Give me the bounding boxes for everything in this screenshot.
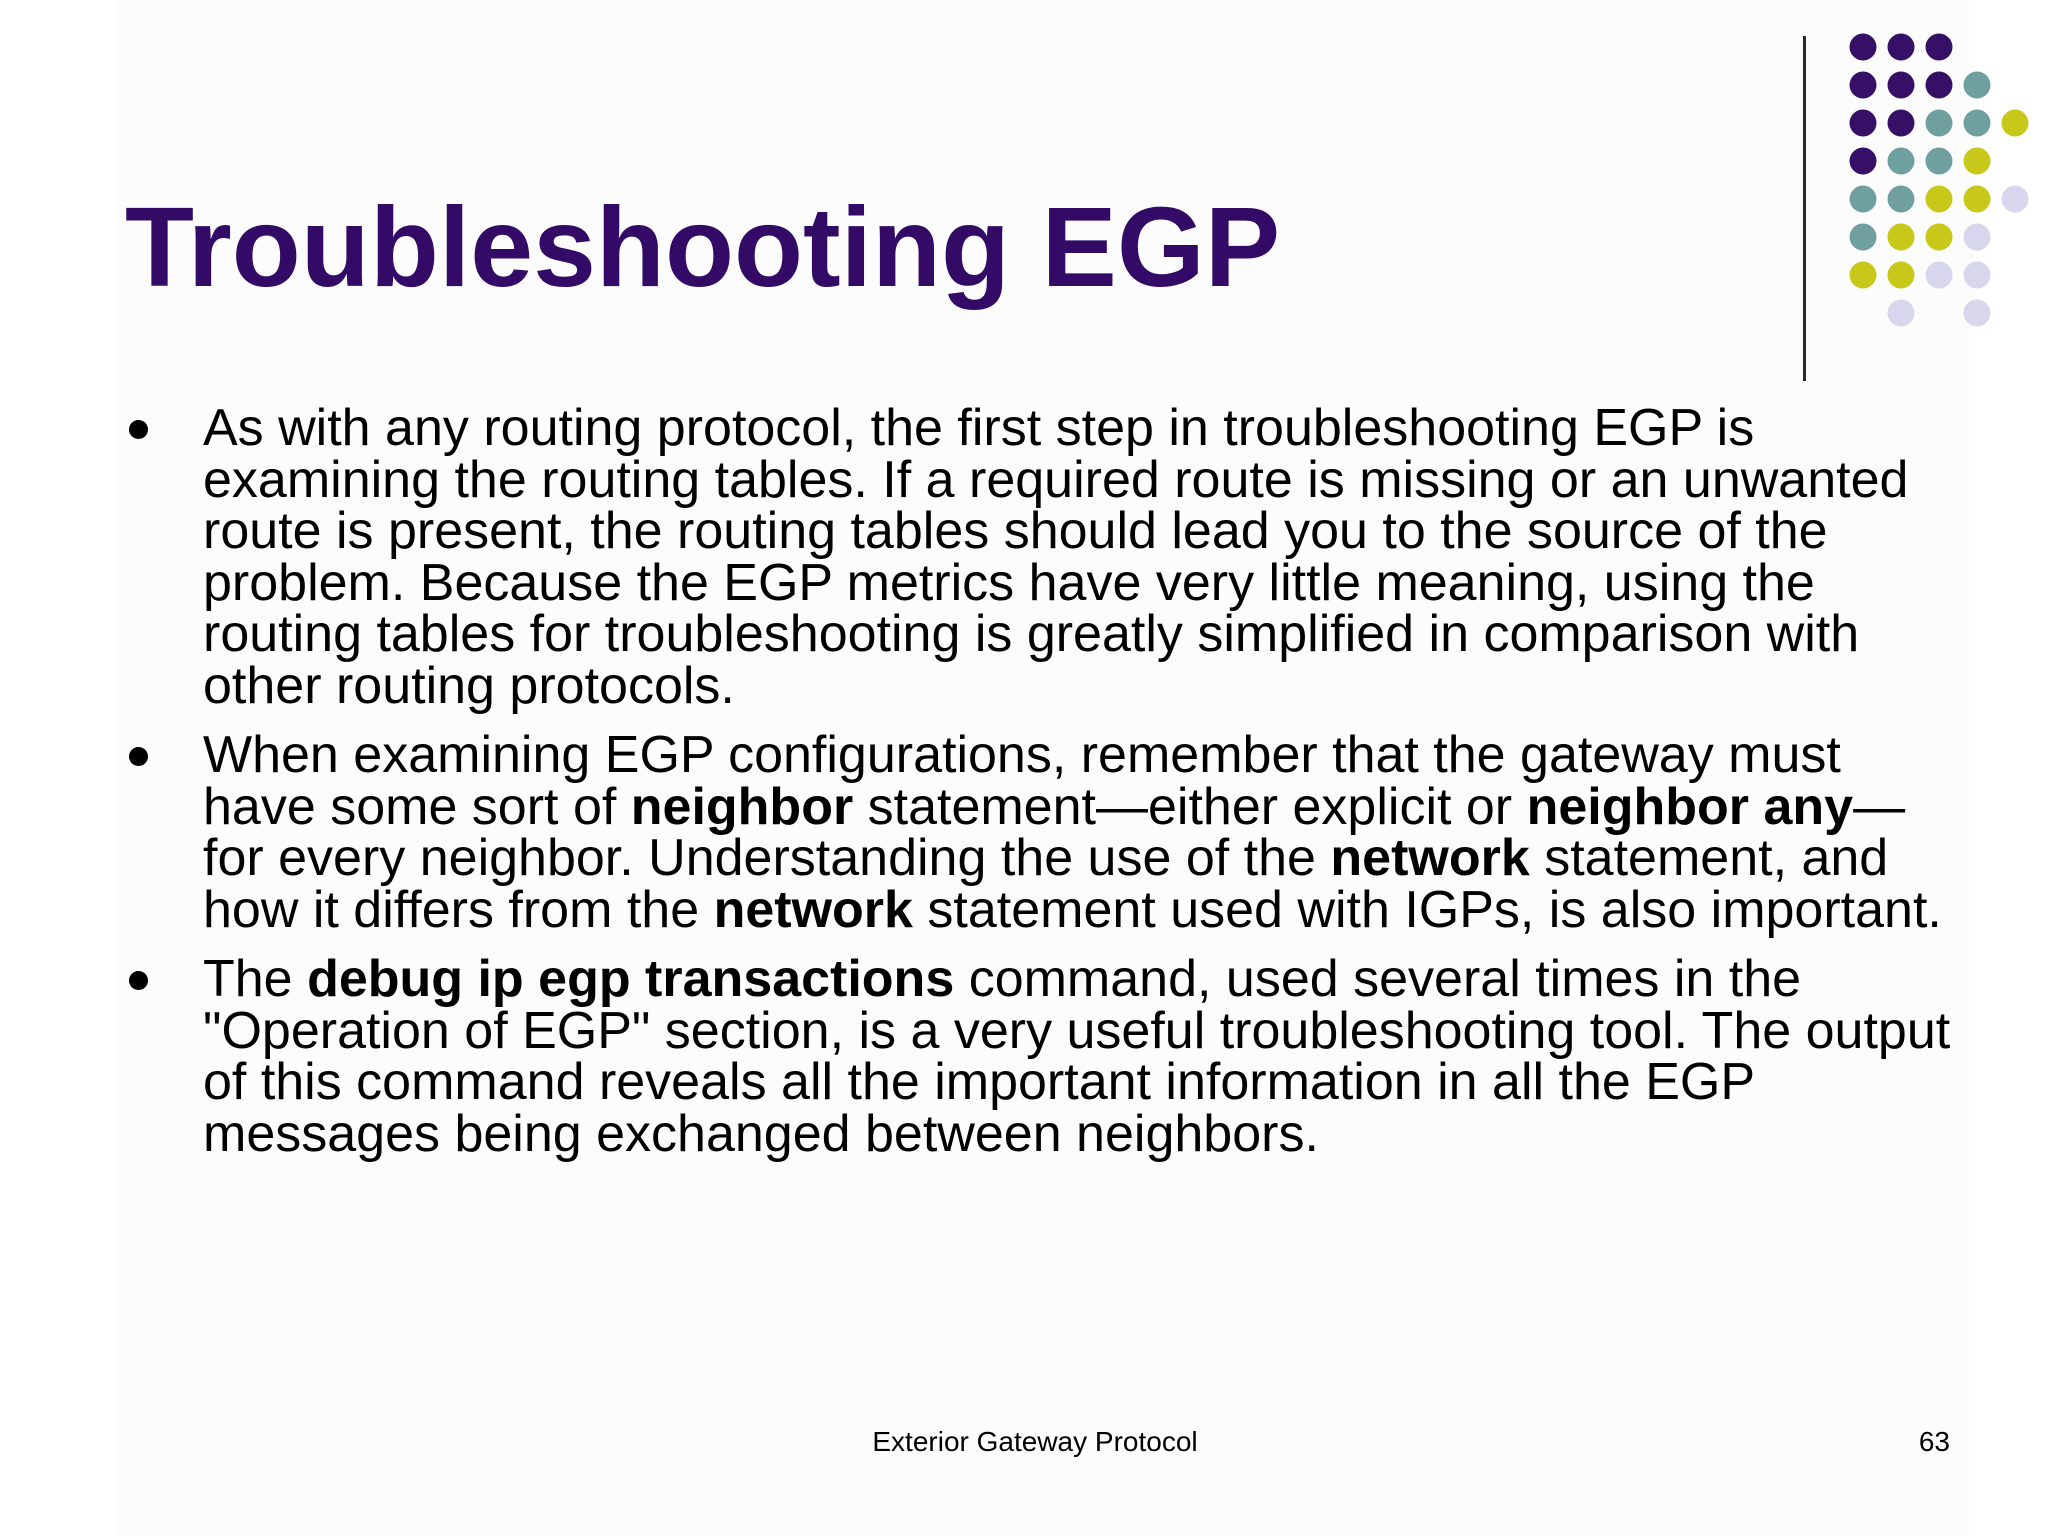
decorative-dot-lavender <box>1964 224 1991 251</box>
decorative-dot-teal <box>1926 148 1953 175</box>
bullet-bold-term: network <box>713 880 913 939</box>
bullet-dot-icon <box>129 971 148 990</box>
decorative-dot-olive <box>1964 186 1991 213</box>
decorative-dot-purple <box>1888 110 1915 137</box>
bullet-item-2 <box>125 726 1955 939</box>
bullet-text: The <box>203 950 308 1008</box>
bullet-text: statement used with IGPs, is also important. <box>912 880 1942 939</box>
bullet-list <box>125 399 1955 1178</box>
decorative-dot-olive <box>1888 224 1915 251</box>
decorative-dot-olive <box>2002 110 2029 137</box>
bullet-text: When examining EGP configurations, remember that the gateway must have some sort of <box>203 726 1841 836</box>
bullet-text: As with any routing protocol, the first step in troubleshooting EGP is examining the routing tables. If a required route is missing or an unwanted route is present, the routing tables should lead you to the source of the problem. Because the EGP metrics have very little meaning, using the routing tables for troubleshooting is greatly simplified in comparison with other routing protocols. <box>203 399 1909 715</box>
bullet-text: statement, and how it differs from the <box>203 829 1889 939</box>
footer-title: Exterior Gateway Protocol <box>872 1426 1198 1457</box>
decorative-dot-teal <box>1964 110 1991 137</box>
decorative-dot-purple <box>1926 34 1953 61</box>
decorative-dot-lavender <box>1964 262 1991 289</box>
decorative-dot-purple <box>1850 34 1877 61</box>
decorative-dot-grid <box>0 0 2048 400</box>
decorative-dot-purple <box>1850 72 1877 99</box>
decorative-dot-olive <box>1926 224 1953 251</box>
decorative-dot-teal <box>1850 224 1877 251</box>
bullet-text: —for every neighbor. Understanding the use of the <box>203 777 1906 887</box>
bullet-item-1 <box>125 399 1955 715</box>
bullet-bold-term: neighbor any <box>1526 777 1854 836</box>
slide-title: Troubleshooting EGP <box>125 184 1281 310</box>
bullet-bold-term: neighbor <box>630 777 854 836</box>
bullet-dot-icon <box>129 747 148 766</box>
bullet-item-3 <box>125 950 1955 1163</box>
decorative-dot-purple <box>1850 148 1877 175</box>
decorative-dot-teal <box>1850 186 1877 213</box>
decorative-dot-olive <box>1926 186 1953 213</box>
page-number: 63 <box>1918 1426 1950 1457</box>
decorative-dot-purple <box>1888 34 1915 61</box>
decorative-dot-olive <box>1888 262 1915 289</box>
bullet-bold-term: debug ip egp transactions <box>307 950 955 1008</box>
decorative-dot-olive <box>1850 262 1877 289</box>
bullet-bold-term: network <box>1330 829 1530 887</box>
decorative-dot-olive <box>1964 148 1991 175</box>
bullet-text: command, used several times in the "Operation of EGP" section, is a very useful troubleshooting tool. The output of this command reveals all the important information in all the EGP messages being exchanged between neighbors. <box>203 950 1951 1163</box>
decorative-dot-purple <box>1850 110 1877 137</box>
bullet-dot-icon <box>129 420 148 439</box>
decorative-dot-lavender <box>1926 262 1953 289</box>
decorative-dot-purple <box>1888 72 1915 99</box>
decorative-dot-lavender <box>1964 300 1991 327</box>
decorative-dot-teal <box>1926 110 1953 137</box>
decorative-dot-teal <box>1964 72 1991 99</box>
decorative-dot-lavender <box>1888 300 1915 327</box>
decorative-dot-lavender <box>2002 186 2029 213</box>
bullet-text: statement—either explicit or <box>853 777 1527 836</box>
decorative-dot-purple <box>1926 72 1953 99</box>
decorative-dot-teal <box>1888 186 1915 213</box>
decorative-dot-teal <box>1888 148 1915 175</box>
